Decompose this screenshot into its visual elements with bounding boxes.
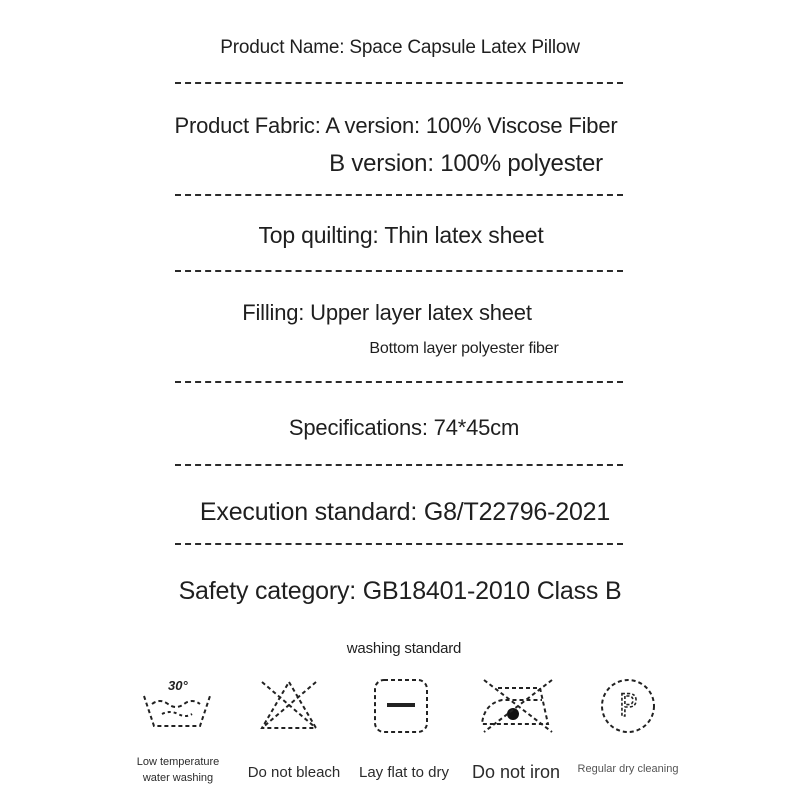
- wash-caption: [137, 754, 220, 786]
- divider: [175, 194, 623, 196]
- execution-standard: Execution standard: G8/T22796-2021: [199, 498, 611, 526]
- washing-standard-title: washing standard: [346, 640, 462, 657]
- filling-upper: Filling: Upper layer latex sheet: [242, 300, 532, 325]
- specifications: Specifications: 74*45cm: [288, 415, 520, 440]
- top-quilting: Top quilting: Thin latex sheet: [258, 222, 544, 248]
- dry-clean-caption: Regular dry cleaning: [577, 763, 679, 775]
- wash-caption-line2: water washing: [142, 772, 214, 784]
- safety-category: Safety category: GB18401-2010 Class B: [178, 577, 622, 605]
- lay-flat-dry-icon: [373, 678, 429, 739]
- product-fabric-b: B version: 100% polyester: [329, 150, 603, 177]
- divider: [175, 381, 623, 383]
- divider: [175, 543, 623, 545]
- divider: [175, 82, 623, 84]
- wash-tub-30-icon: [140, 676, 220, 741]
- divider: [175, 464, 623, 466]
- no-iron-caption: Do not iron: [471, 762, 561, 782]
- dry-clean-p-icon: [600, 678, 656, 739]
- no-bleach-icon: [258, 678, 320, 739]
- divider: [175, 270, 623, 272]
- filling-bottom: Bottom layer polyester fiber: [369, 340, 559, 357]
- lay-flat-caption: Lay flat to dry: [358, 764, 450, 781]
- wash-temp-label: 30°: [168, 678, 188, 693]
- product-fabric-a: Product Fabric: A version: 100% Viscose Fiber: [174, 113, 618, 138]
- no-bleach-caption: Do not bleach: [247, 764, 341, 781]
- dry-clean-symbol: P: [618, 689, 638, 724]
- product-name: Product Name: Space Capsule Latex Pillow: [220, 37, 580, 58]
- no-iron-icon: [478, 676, 558, 741]
- wash-caption-line1: Low temperature: [136, 756, 220, 768]
